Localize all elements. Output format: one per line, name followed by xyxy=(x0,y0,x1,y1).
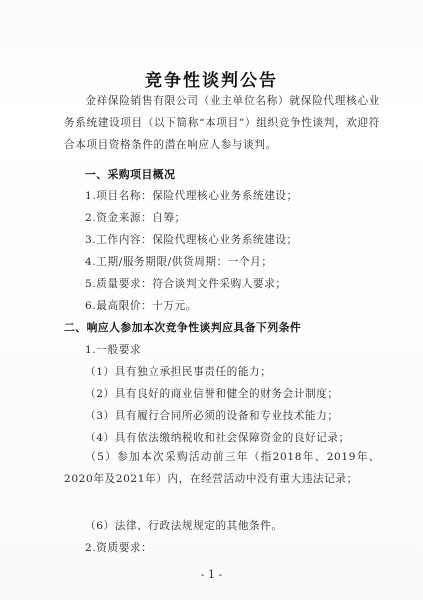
section-heading-overview: 一、采购项目概况 xyxy=(85,168,176,181)
section-heading-conditions: 二、响应人参加本次竞争性谈判应具备下列条件 xyxy=(64,321,302,334)
overview-item: 5.质量要求：符合谈判文件采购人要求； xyxy=(85,278,287,290)
condition-item: （4）具有依法缴纳税收和社会保障资金的良好记录； xyxy=(85,432,350,444)
condition-item: （2）具有良好的商业信誉和健全的财务会计制度； xyxy=(85,388,339,400)
overview-item: 3.工作内容：保险代理核心业务系统建设； xyxy=(85,234,298,246)
subheading-general: 1.一般要求 xyxy=(85,344,142,356)
overview-item: 6.最高限价：十万元。 xyxy=(85,300,198,312)
page-number: - 1 - xyxy=(200,568,223,581)
overview-item: 4.工期/服务期限/供货周期：一个月； xyxy=(85,256,273,268)
condition-item-5: （5）参加本次采购活动前三年（指2018年、2019年、2020年及2021年）内，在经营活动中没有重大违法记录； xyxy=(64,451,380,485)
page-title: 竞争性谈判公告 xyxy=(145,71,278,91)
condition-item-6: （6）法律、行政法规规定的其他条件。 xyxy=(85,520,283,532)
overview-item: 2.资金来源：自筹； xyxy=(85,212,186,224)
condition-item: （3）具有履行合同所必须的设备和专业技术能力； xyxy=(85,410,339,422)
intro-paragraph: 金祥保险销售有限公司（业主单位名称）就保险代理核心业务系统建设项目（以下简称“本项目”）组织竞争性谈判，欢迎符合本项目资格条件的潜在响应人参与谈判。 xyxy=(64,95,380,151)
condition-item: （1）具有独立承担民事责任的能力； xyxy=(85,366,272,378)
subheading-qualification: 2.资质要求： xyxy=(85,542,153,554)
overview-item: 1.项目名称：保险代理核心业务系统建设； xyxy=(85,190,298,202)
